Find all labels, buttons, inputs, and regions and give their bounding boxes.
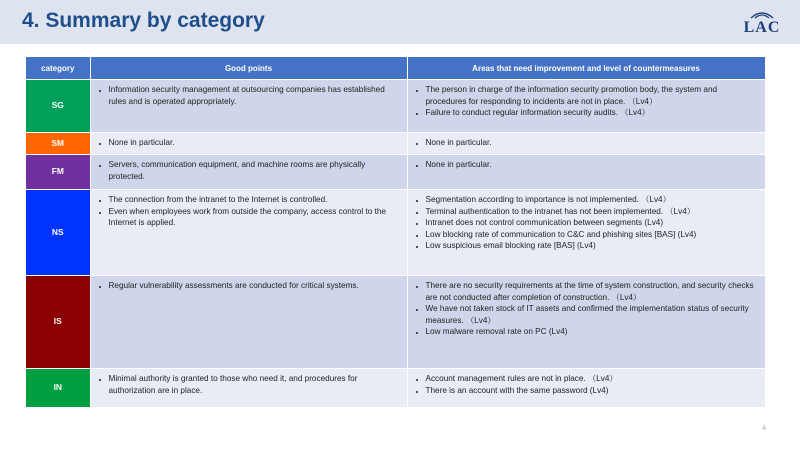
- summary-table: [26, 57, 766, 407]
- column-header-category: category: [26, 57, 90, 80]
- column-header-good-points: Good points: [90, 57, 407, 80]
- improvement-item: • Segmentation according to importance is not implemented. （Lv4）: [426, 194, 759, 206]
- category-cell: IN: [26, 369, 90, 407]
- improvement-item: • Account management rules are not in place. （Lv4）: [426, 373, 759, 385]
- page-title: 4. Summary by category: [22, 9, 265, 32]
- logo-arc-icon: [750, 10, 774, 19]
- good-point: • Even when employees work from outside the company, access control to the Internet is applied.: [109, 206, 401, 229]
- good-point: • None in particular.: [109, 137, 401, 149]
- improvement-item: • Failure to conduct regular information security audits. （Lv4）: [426, 107, 759, 119]
- company-logo: [740, 10, 784, 38]
- good-point: • The connection from the intranet to the Internet is controlled.: [109, 194, 401, 206]
- improvement-cell: [407, 369, 765, 407]
- logo-text: LAC: [743, 19, 781, 36]
- improvement-item: • We have not taken stock of IT assets and confirmed the implementation status of security measures. （Lv4）: [426, 303, 759, 326]
- table-row: [26, 155, 765, 190]
- category-cell: SG: [26, 80, 90, 133]
- table-row: [26, 133, 765, 155]
- improvement-item: • Low blocking rate of communication to C&C and phishing sites [BAS] (Lv4): [426, 229, 759, 241]
- improvement-item: • Low malware removal rate on PC (Lv4): [426, 326, 759, 338]
- good-point: • Information security management at outsourcing companies has established rules and is operated appropriately.: [109, 84, 401, 107]
- improvement-item: • Terminal authentication to the intranet has not been implemented. （Lv4）: [426, 206, 759, 218]
- improvement-item: • Intranet does not control communication between segments (Lv4): [426, 217, 759, 229]
- table-row: [26, 190, 765, 276]
- column-header-improvements: Areas that need improvement and level of countermeasures: [407, 57, 765, 80]
- category-cell: NS: [26, 190, 90, 276]
- good-points-cell: [90, 276, 407, 369]
- good-point: • Minimal authority is granted to those who need it, and procedures for authorization are in place.: [109, 373, 401, 396]
- improvement-cell: [407, 133, 765, 155]
- good-points-cell: [90, 190, 407, 276]
- improvement-item: • None in particular.: [426, 137, 759, 149]
- table-row: [26, 80, 765, 133]
- improvement-cell: [407, 276, 765, 369]
- improvement-item: • There is an account with the same password (Lv4): [426, 385, 759, 397]
- category-cell: SM: [26, 133, 90, 155]
- improvement-cell: [407, 80, 765, 133]
- good-points-cell: [90, 369, 407, 407]
- table-row: [26, 276, 765, 369]
- page-number: 4: [762, 425, 766, 432]
- category-cell: FM: [26, 155, 90, 190]
- good-points-cell: [90, 155, 407, 190]
- title-bar: [0, 0, 800, 44]
- improvement-item: • Low suspicious email blocking rate [BAS] (Lv4): [426, 240, 759, 252]
- good-point: • Servers, communication equipment, and machine rooms are physically protected.: [109, 159, 401, 182]
- improvement-item: • The person in charge of the information security promotion body, the system and procedures for responding to incidents are not in place. （Lv4）: [426, 84, 759, 107]
- table-header-row: [26, 57, 765, 80]
- improvement-cell: [407, 155, 765, 190]
- category-cell: IS: [26, 276, 90, 369]
- improvement-item: • There are no security requirements at the time of system construction, and security checks are not conducted after completion of construction. （Lv4）: [426, 280, 759, 303]
- good-points-cell: [90, 133, 407, 155]
- improvement-cell: [407, 190, 765, 276]
- good-point: • Regular vulnerability assessments are conducted for critical systems.: [109, 280, 401, 292]
- good-points-cell: [90, 80, 407, 133]
- improvement-item: • None in particular.: [426, 159, 759, 171]
- table-row: [26, 369, 765, 407]
